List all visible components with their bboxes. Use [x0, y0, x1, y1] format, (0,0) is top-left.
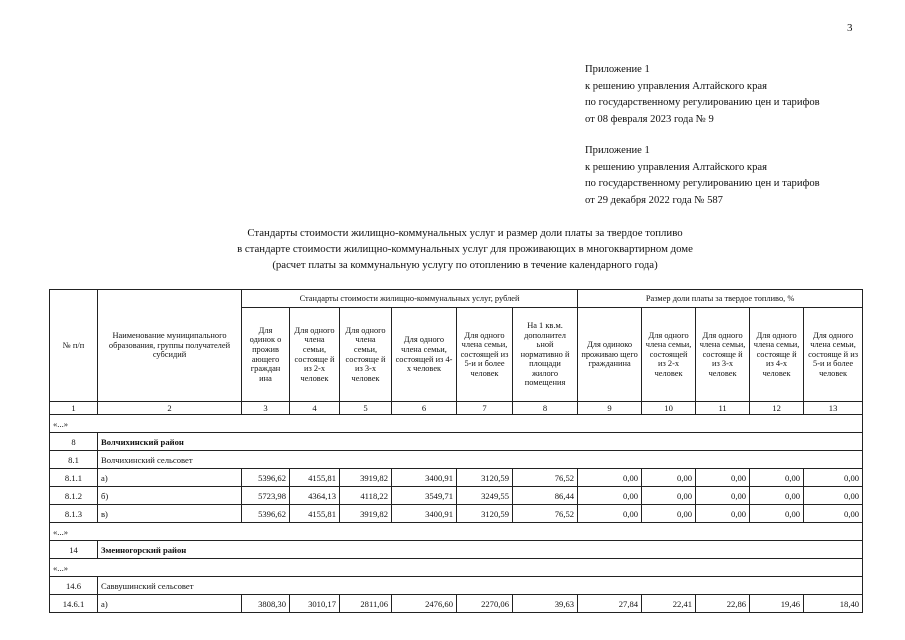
- group-name: а): [98, 469, 242, 487]
- value-cell: 0,00: [750, 469, 804, 487]
- row-number: 14: [50, 541, 98, 559]
- value-cell: 3120,59: [457, 505, 513, 523]
- table-row: [50, 523, 863, 541]
- table-row: [50, 487, 863, 505]
- table-row: [50, 505, 863, 523]
- value-cell: 18,40: [804, 595, 863, 613]
- value-cell: 5396,62: [242, 469, 290, 487]
- value-cell: 27,84: [578, 595, 642, 613]
- column-number: 4: [290, 402, 340, 415]
- group-name: а): [98, 595, 242, 613]
- table-row: [50, 415, 863, 433]
- value-cell: 0,00: [750, 487, 804, 505]
- value-cell: 4155,81: [290, 505, 340, 523]
- value-cell: 0,00: [642, 469, 696, 487]
- value-cell: 2270,06: [457, 595, 513, 613]
- value-cell: 22,86: [696, 595, 750, 613]
- header-sub-col: Для одного члена семьи, состояще й из 3-х человек: [696, 308, 750, 402]
- column-number: 10: [642, 402, 696, 415]
- value-cell: 5723,98: [242, 487, 290, 505]
- title-line: Стандарты стоимости жилищно-коммунальных услуг и размер доли платы за твердое топливо: [247, 227, 683, 239]
- value-cell: 0,00: [804, 487, 863, 505]
- column-number: 12: [750, 402, 804, 415]
- header-sub-col: Для одного члена семьи, состояще й из 4-х человек: [750, 308, 804, 402]
- table-row: [50, 541, 863, 559]
- column-number: 2: [98, 402, 242, 415]
- appendix-line: по государственному регулированию цен и тарифов: [585, 178, 820, 189]
- value-cell: 3549,71: [392, 487, 457, 505]
- value-cell: 3010,17: [290, 595, 340, 613]
- value-cell: 4155,81: [290, 469, 340, 487]
- district-name: Волчихинский район: [98, 433, 863, 451]
- document-title: [0, 225, 905, 273]
- row-number: 8.1.1: [50, 469, 98, 487]
- value-cell: 0,00: [578, 487, 642, 505]
- value-cell: 76,52: [513, 469, 578, 487]
- value-cell: 4118,22: [340, 487, 392, 505]
- value-cell: 0,00: [578, 469, 642, 487]
- column-number: 9: [578, 402, 642, 415]
- appendix-block-current: [585, 62, 820, 128]
- appendix-block-previous: [585, 143, 820, 209]
- appendix-line: Приложение 1: [585, 145, 650, 156]
- column-number: 3: [242, 402, 290, 415]
- header-group-standards: Стандарты стоимости жилищно-коммунальных услуг, рублей: [242, 290, 578, 308]
- value-cell: 86,44: [513, 487, 578, 505]
- row-number: 14.6: [50, 577, 98, 595]
- column-number: 6: [392, 402, 457, 415]
- ellipsis-cell: «...»: [50, 415, 863, 433]
- value-cell: 0,00: [642, 505, 696, 523]
- settlement-name: Волчихинский сельсовет: [98, 451, 863, 469]
- value-cell: 0,00: [696, 487, 750, 505]
- settlement-name: Саввушинский сельсовет: [98, 577, 863, 595]
- header-num: № п/п: [50, 290, 98, 402]
- column-number: 11: [696, 402, 750, 415]
- header-sub-col: Для одного члена семьи, состоящей из 5-и и более человек: [457, 308, 513, 402]
- column-number: 1: [50, 402, 98, 415]
- value-cell: 2811,06: [340, 595, 392, 613]
- title-line: (расчет платы за коммунальную услугу по отоплению в течение календарного года): [272, 259, 658, 271]
- header-sub-col: На 1 кв.м. дополнител ьной нормативно й площади жилого помещения: [513, 308, 578, 402]
- row-number: 8.1.3: [50, 505, 98, 523]
- ellipsis-cell: «...»: [50, 523, 863, 541]
- header-sub-col: Для одинок о прожив ающего граждан ина: [242, 308, 290, 402]
- row-number: 14.6.1: [50, 595, 98, 613]
- value-cell: 3808,30: [242, 595, 290, 613]
- district-name: Змеиногорский район: [98, 541, 863, 559]
- value-cell: 2476,60: [392, 595, 457, 613]
- group-name: в): [98, 505, 242, 523]
- value-cell: 0,00: [804, 469, 863, 487]
- group-name: б): [98, 487, 242, 505]
- appendix-line: по государственному регулированию цен и тарифов: [585, 97, 820, 108]
- table-row: [50, 469, 863, 487]
- row-number: 8.1: [50, 451, 98, 469]
- appendix-line: к решению управления Алтайского края: [585, 161, 767, 173]
- column-number: 7: [457, 402, 513, 415]
- appendix-line: от 29 декабря 2022 года № 587: [585, 194, 723, 206]
- value-cell: 3919,82: [340, 469, 392, 487]
- value-cell: 3400,91: [392, 505, 457, 523]
- value-cell: 0,00: [804, 505, 863, 523]
- tariff-table: [49, 289, 863, 613]
- title-line: в стандарте стоимости жилищно-коммунальных услуг для проживающих в многоквартирном доме: [237, 243, 693, 255]
- header-sub-col: Для одного члена семьи, состояще й из 2-х человек: [290, 308, 340, 402]
- value-cell: 39,63: [513, 595, 578, 613]
- appendix-line: Приложение 1: [585, 64, 650, 75]
- column-number: 8: [513, 402, 578, 415]
- table-row: [50, 451, 863, 469]
- table-row: [50, 559, 863, 577]
- value-cell: 76,52: [513, 505, 578, 523]
- table-row: [50, 433, 863, 451]
- appendix-line: к решению управления Алтайского края: [585, 80, 767, 92]
- value-cell: 4364,13: [290, 487, 340, 505]
- header-name: Наименование муниципального образования, группы получателей субсидий: [98, 290, 242, 402]
- header-sub-col: Для одного члена семьи, состояще й из 5-и и более человек: [804, 308, 863, 402]
- page-number: 3: [847, 22, 853, 34]
- value-cell: 0,00: [578, 505, 642, 523]
- table-row: [50, 577, 863, 595]
- header-sub-col: Для одиноко проживаю щего гражданина: [578, 308, 642, 402]
- ellipsis-cell: «...»: [50, 559, 863, 577]
- header-sub-col: Для одного члена семьи, состоящей из 2-х человек: [642, 308, 696, 402]
- value-cell: 3919,82: [340, 505, 392, 523]
- value-cell: 5396,62: [242, 505, 290, 523]
- value-cell: 0,00: [642, 487, 696, 505]
- value-cell: 22,41: [642, 595, 696, 613]
- value-cell: 3120,59: [457, 469, 513, 487]
- appendix-line: от 08 февраля 2023 года № 9: [585, 113, 714, 125]
- value-cell: 3249,55: [457, 487, 513, 505]
- row-number: 8.1.2: [50, 487, 98, 505]
- header-sub-col: Для одного члена семьи, состояще й из 3-х человек: [340, 308, 392, 402]
- value-cell: 3400,91: [392, 469, 457, 487]
- value-cell: 19,46: [750, 595, 804, 613]
- header-sub-col: Для одного члена семьи, состоящей из 4-х человек: [392, 308, 457, 402]
- column-number: 13: [804, 402, 863, 415]
- value-cell: 0,00: [696, 505, 750, 523]
- column-number: 5: [340, 402, 392, 415]
- value-cell: 0,00: [696, 469, 750, 487]
- table-row: [50, 595, 863, 613]
- value-cell: 0,00: [750, 505, 804, 523]
- header-group-share: Размер доли платы за твердое топливо, %: [578, 290, 863, 308]
- row-number: 8: [50, 433, 98, 451]
